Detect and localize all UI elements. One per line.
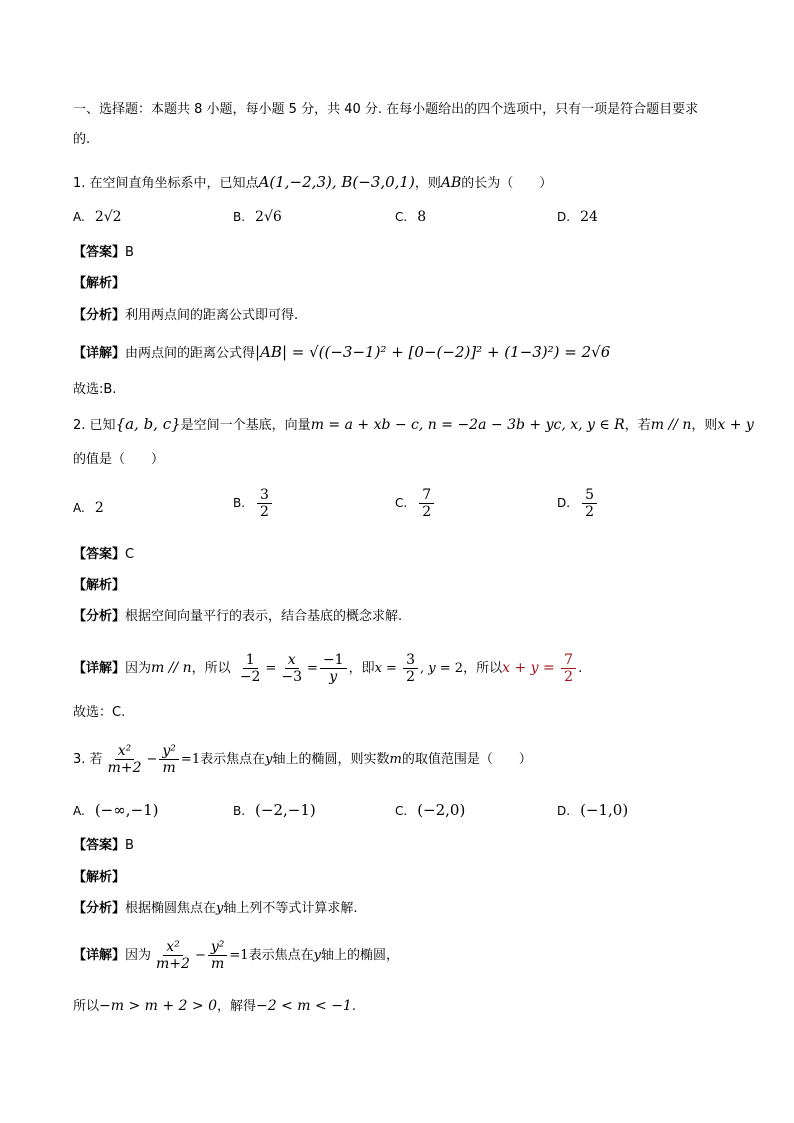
q1-xiangjie: 【详解】由两点间的距离公式得|AB| = √((−3−1)² + [0−(−2)]² + (1−3)²) = 2√6 [73,343,611,361]
q1-option-c: C. 8 [395,209,427,225]
q3-option-c: C. (−2,0) [395,801,466,819]
q2-xy: x + y [717,417,754,433]
q2-xiangjie: 【详解】因为m // n，所以 $\frac{1}{-2}$ = $\frac{x}{-3}$ = $\frac{-1}{y}$ ，即x = $\frac{3}{2}$ , y = 2，所以x + y = $\frac{7}{2}$ . [73,652,583,685]
q2-conclusion: 故选：C. [73,705,126,720]
q2-option-a: A. 2 [73,500,104,516]
q2-frac-1: $\frac{1}{-2}$ [239,652,261,685]
q1-distance-formula: |AB| = √((−3−1)² + [0−(−2)]² + (1−3)²) = 2√6 [255,343,611,361]
q2-answer: 【答案】C [73,547,135,562]
q2-option-b: B. $\frac{3}{2}$ [233,487,274,520]
q1-option-d: D. 24 [557,209,598,225]
q2-line2: 的值是（ ） [73,452,165,467]
q1-fenxi: 【分析】利用两点间的距离公式即可得. [73,308,299,323]
q2-result: x + y = [502,660,560,676]
q2-vectors: m = a + xb − c, n = −2a − 3b + yc, x, y ∈ R [310,417,625,433]
q1-option-b: B. 2√6 [233,209,282,225]
q2-fenxi: 【分析】根据空间向量平行的表示，结合基底的概念求解. [73,609,403,624]
q2-parallel: m // n [650,417,692,433]
q2-basis: {a, b, c} [115,415,181,433]
q3-option-d: D. (−1,0) [557,801,629,819]
q2-option-c: C. $\frac{7}{2}$ [395,487,436,520]
q1-conclusion: 故选:B. [73,382,117,397]
q3-last-line: 所以−m > m + 2 > 0，解得−2 < m < −1. [73,998,356,1014]
q1-text-b: ，则 [414,176,441,191]
question-3: 3. 若 $\frac{\text{x²}}{m+2}$ − $\frac{\text{y²}}{m}$ =1表示焦点在y轴上的椭圆，则实数m的取值范围是（ ） [73,743,532,776]
q2-analysis-label: 【解析】 [73,578,126,593]
q1-option-a: A. 2√2 [73,209,122,225]
q3-option-a: A. (−∞,−1) [73,801,159,819]
q3-frac-x: $\frac{\text{x²}}{m+2}$ [107,743,142,776]
section-header-line2: 的. [73,132,91,147]
q3-fenxi: 【分析】根据椭圆焦点在y轴上列不等式计算求解. [73,901,358,916]
section-header-line1: 一、选择题：本题共 8 小题，每小题 5 分，共 40 分. 在每小题给出的四个选项中，只有一项是符合题目要求 [73,102,699,117]
q1-points: A(1,−2,3), B(−3,0,1) [258,173,415,191]
q3-option-b: B. (−2,−1) [233,801,316,819]
question-2: 2. 已知{a, b, c}是空间一个基底，向量m = a + xb − c, n = −2a − 3b + yc, x, y ∈ R，若m // n，则x + y [73,415,754,433]
question-1 [73,172,552,194]
q1-number: 1. [73,176,86,191]
q3-analysis-label: 【解析】 [73,870,126,885]
q1-text-a: 在空间直角坐标系中，已知点 [89,176,259,191]
q1-text-c: 的长为（ ） [461,176,553,191]
q2-option-d: D. $\frac{5}{2}$ [557,487,599,520]
q1-answer: 【答案】B [73,245,134,260]
q1-ab: AB [440,175,462,191]
q1-analysis-label: 【解析】 [73,276,126,291]
q3-answer: 【答案】B [73,838,134,853]
q3-xiangjie: 【详解】因为 $\frac{\text{x²}}{m+2}$ − $\frac{\text{y²}}{m}$ =1表示焦点在y轴上的椭圆， [73,939,399,972]
